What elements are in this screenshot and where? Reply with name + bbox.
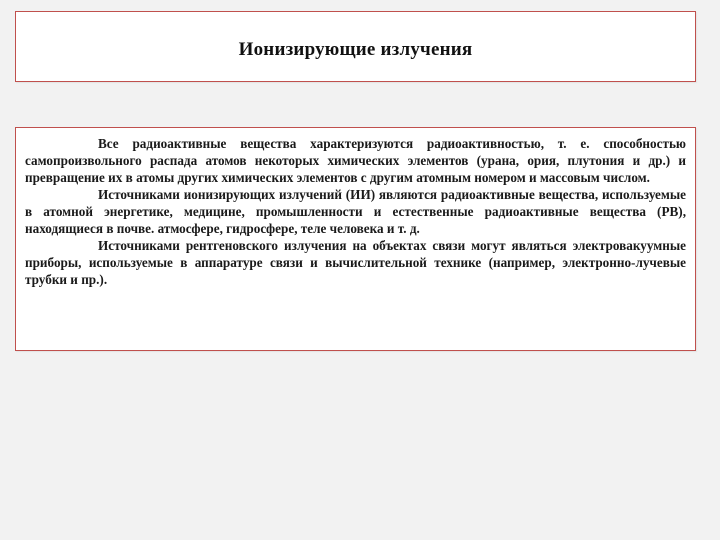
content-box: [15, 127, 696, 351]
paragraph-radioactivity: Все радиоактивные вещества характеризуются радиоактивностью, т. е. способностью самопроизвольного распада атомов некоторых химических элементов (урана, ория, плутония и др.) и превращение их в атомы других химических элементов с другим атомным номером и массовым числом.: [25, 136, 686, 185]
paragraph-xray-sources: Источниками рентгеновского излучения на объектах связи могут являться электровакуумные приборы, используемые в аппаратуре связи и вычислительной технике (например, электронно-лучевые трубки и пр.).: [25, 238, 686, 287]
paragraph-ionizing-sources: Источниками ионизирующих излучений (ИИ) являются радиоактивные вещества, используемые в атомной энергетике, медицине, промышленности и естественные радиоактивные вещества (РВ), находящиеся в почве. атмосфере, гидросфере, теле человека и т. д.: [25, 187, 686, 236]
title-box: [15, 11, 696, 82]
slide-title: Ионизирующие излучения: [238, 38, 473, 60]
